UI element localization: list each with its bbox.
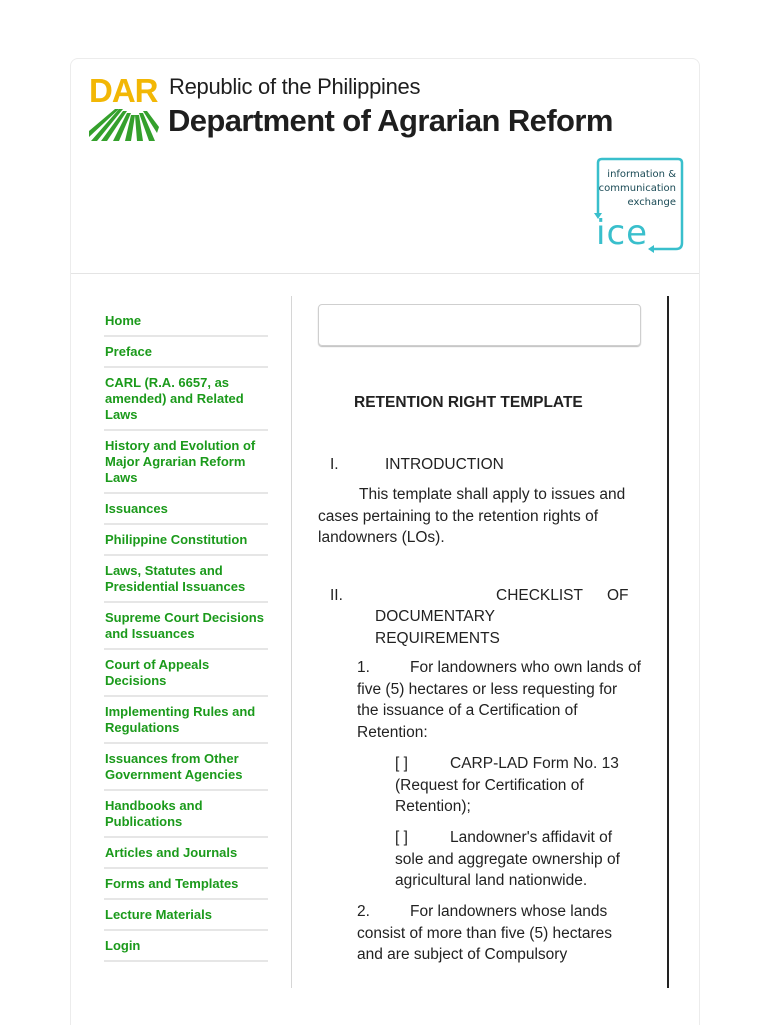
- item1-number: 1.: [357, 659, 370, 676]
- sidebar-item-forms[interactable]: Forms and Templates: [104, 869, 268, 900]
- section2-title-b: OF: [607, 587, 629, 604]
- site-header: [71, 59, 699, 274]
- check2-text: Landowner's affidavit of sole and aggregate ownership of agricultural land nationwide.: [395, 829, 620, 889]
- sidebar-item-issuances[interactable]: Issuances: [104, 494, 268, 525]
- department-title: Department of Agrarian Reform: [168, 103, 613, 138]
- check2-box: [ ]: [395, 829, 408, 846]
- intro-paragraph: This template shall apply to issues and cases pertaining to the retention rights of landowners (LOs).: [318, 486, 626, 546]
- sidebar-item-history[interactable]: History and Evolution of Major Agrarian Reform Laws: [104, 431, 268, 494]
- sidebar-item-home[interactable]: Home: [104, 306, 268, 337]
- check1-text: CARP-LAD Form No. 13 (Request for Certification of Retention);: [395, 755, 619, 815]
- ice-line3: exchange: [627, 197, 676, 208]
- section1-title: INTRODUCTION: [385, 456, 504, 473]
- ice-line2: communication: [598, 183, 676, 194]
- content-divider-right: [667, 296, 669, 988]
- item2-number: 2.: [357, 903, 370, 920]
- search-input[interactable]: [318, 304, 641, 346]
- republic-title: Republic of the Philippines: [169, 74, 421, 99]
- sidebar-item-constitution[interactable]: Philippine Constitution: [104, 525, 268, 556]
- sidebar-item-lectures[interactable]: Lecture Materials: [104, 900, 268, 931]
- item1-text: For landowners who own lands of five (5) hectares or less requesting for the issuance of a Certification of Retention:: [357, 659, 641, 741]
- item2-text: For landowners whose lands consist of more than five (5) hectares and are subject of Compulsory: [357, 903, 613, 963]
- section2-number: II.: [330, 587, 343, 604]
- dar-logo-text: DAR: [89, 72, 158, 109]
- check1-box: [ ]: [395, 755, 408, 772]
- sidebar-item-login[interactable]: Login: [104, 931, 268, 962]
- sidebar-item-court-of-appeals[interactable]: Court of Appeals Decisions: [104, 650, 268, 697]
- sidebar-item-handbooks[interactable]: Handbooks and Publications: [104, 791, 268, 838]
- sidebar-item-carl[interactable]: CARL (R.A. 6657, as amended) and Related Laws: [104, 368, 268, 431]
- sidebar-item-other-agencies[interactable]: Issuances from Other Government Agencies: [104, 744, 268, 791]
- section2-title-a: CHECKLIST: [496, 587, 583, 604]
- ice-line1: information &: [607, 169, 676, 180]
- ice-logo: [590, 155, 690, 255]
- section2-title-c: DOCUMENTARY: [375, 608, 495, 625]
- ice-word: ice: [596, 213, 649, 253]
- section2-title-d: REQUIREMENTS: [375, 630, 500, 647]
- sidebar-item-laws[interactable]: Laws, Statutes and Presidential Issuances: [104, 556, 268, 603]
- sidebar-item-articles[interactable]: Articles and Journals: [104, 838, 268, 869]
- content-divider-left: [291, 296, 292, 988]
- section1-number: I.: [330, 456, 339, 473]
- sidebar-item-supreme-court[interactable]: Supreme Court Decisions and Issuances: [104, 603, 268, 650]
- sidebar-nav: [104, 306, 268, 962]
- sidebar-item-preface[interactable]: Preface: [104, 337, 268, 368]
- document-title: RETENTION RIGHT TEMPLATE: [354, 394, 583, 411]
- sidebar-item-irr[interactable]: Implementing Rules and Regulations: [104, 697, 268, 744]
- dar-logo-icon: [89, 71, 159, 145]
